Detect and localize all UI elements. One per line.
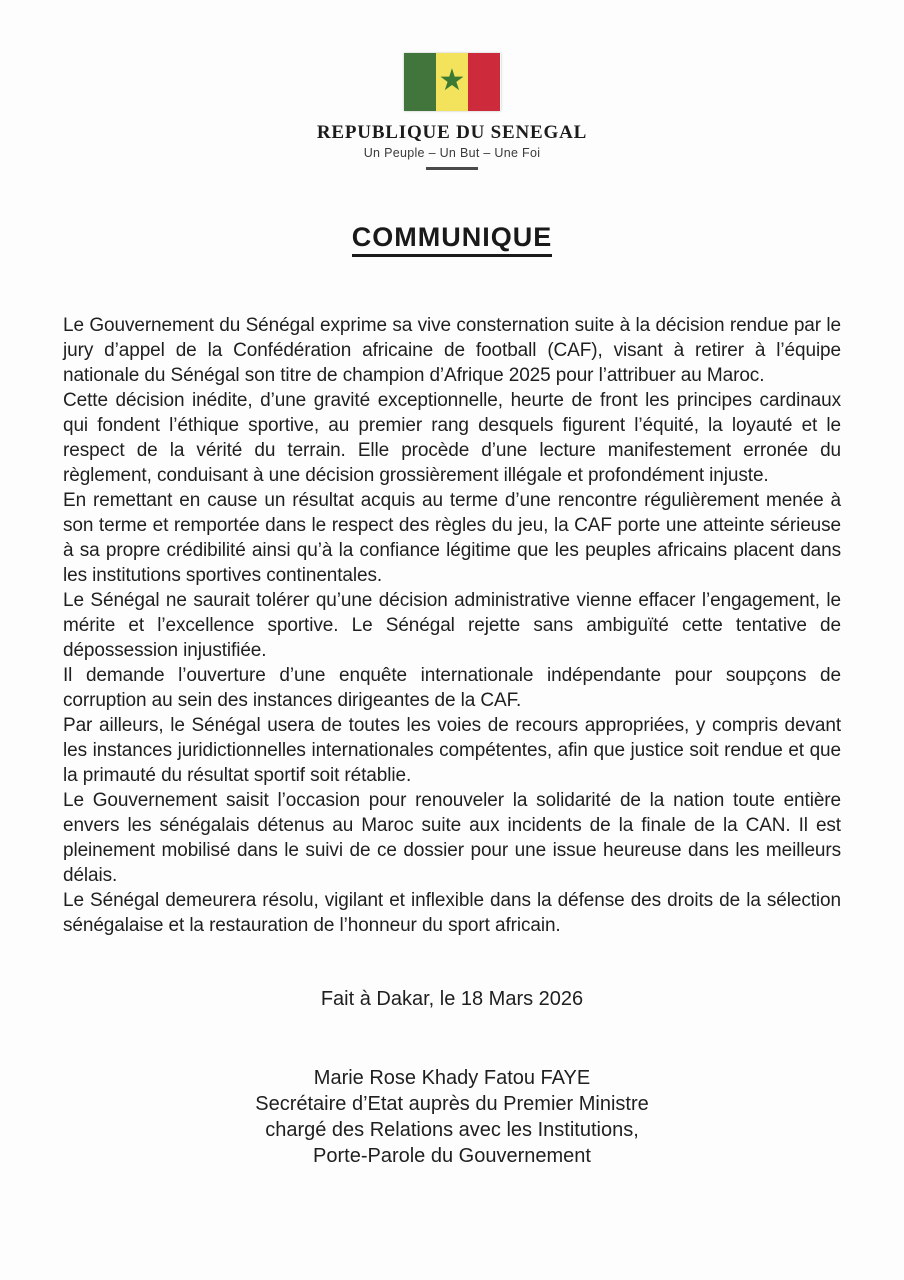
- paragraph-1: Le Gouvernement du Sénégal exprime sa vive consternation suite à la décision rendue par le jury d’appel de la Confédération africaine de football (CAF), visant à retirer à l’équipe nationale du Sénégal son titre de champion d’Afrique 2025 pour l’attribuer au Maroc.: [63, 315, 841, 386]
- paragraph-5: Il demande l’ouverture d’une enquête internationale indépendante pour soupçons de corruption au sein des instances dirigeantes de la CAF.: [63, 665, 841, 711]
- senegal-flag-icon: [404, 53, 501, 111]
- republic-title: REPUBLIQUE DU SENEGAL: [316, 122, 588, 143]
- signature-block: [0, 1065, 904, 1169]
- document-title: COMMUNIQUE: [352, 222, 553, 257]
- date-place-line: Fait à Dakar, le 18 Mars 2026: [320, 988, 584, 1010]
- paragraph-3: En remettant en cause un résultat acquis au terme d’une rencontre régulièrement menée à son terme et remportée dans le respect des règles du jeu, la CAF porte une atteinte sérieuse à sa propre crédibilité ainsi qu’à la confiance légitime que les peuples africains placent dans les institutions sportives continentales.: [63, 490, 841, 586]
- paragraph-6: Par ailleurs, le Sénégal usera de toutes les voies de recours appropriées, y compris devant les instances juridictionnelles internationales compétentes, afin que justice soit rendue et que la primauté du résultat sportif soit rétablie.: [63, 715, 841, 786]
- signatory-title-1: Secrétaire d’Etat auprès du Premier Ministre: [255, 1093, 649, 1115]
- document-header: [0, 0, 904, 170]
- signatory-title-3: Porte-Parole du Gouvernement: [313, 1145, 591, 1167]
- title-wrap: [0, 222, 904, 257]
- paragraph-7: Le Gouvernement saisit l’occasion pour renouveler la solidarité de la nation toute entière envers les sénégalais détenus au Maroc suite aux incidents de la finale de la CAN. Il est pleinement mobilisé dans le suivi de ce dossier pour une issue heureuse dans les meilleurs délais.: [63, 790, 841, 886]
- signatory-title-2: chargé des Relations avec les Institutions,: [265, 1119, 639, 1141]
- national-motto: Un Peuple – Un But – Une Foi: [363, 146, 541, 160]
- header-divider: [426, 167, 478, 170]
- paragraph-4: Le Sénégal ne saurait tolérer qu’une décision administrative vienne effacer l’engagement, le mérite et l’excellence sportive. Le Sénégal rejette sans ambiguïté cette tentative de dépossession injustifiée.: [63, 590, 841, 661]
- flag-green-stripe: [404, 53, 436, 111]
- flag-red-stripe: [468, 53, 500, 111]
- paragraph-2: Cette décision inédite, d’une gravité exceptionnelle, heurte de front les principes cardinaux qui fondent l’éthique sportive, au premier rang desquels figurent l’équité, la loyauté et le respect de la vérité du terrain. Elle procède d’une lecture manifestement erronée du règlement, conduisant à une décision grossièrement illégale et profondément injuste.: [63, 390, 841, 486]
- body-text: [63, 313, 841, 938]
- signatory-name: Marie Rose Khady Fatou FAYE: [313, 1067, 591, 1089]
- flag-star-icon: ★: [438, 63, 466, 97]
- paragraph-8: Le Sénégal demeurera résolu, vigilant et inflexible dans la défense des droits de la sélection sénégalaise et la restauration de l’honneur du sport africain.: [63, 890, 841, 936]
